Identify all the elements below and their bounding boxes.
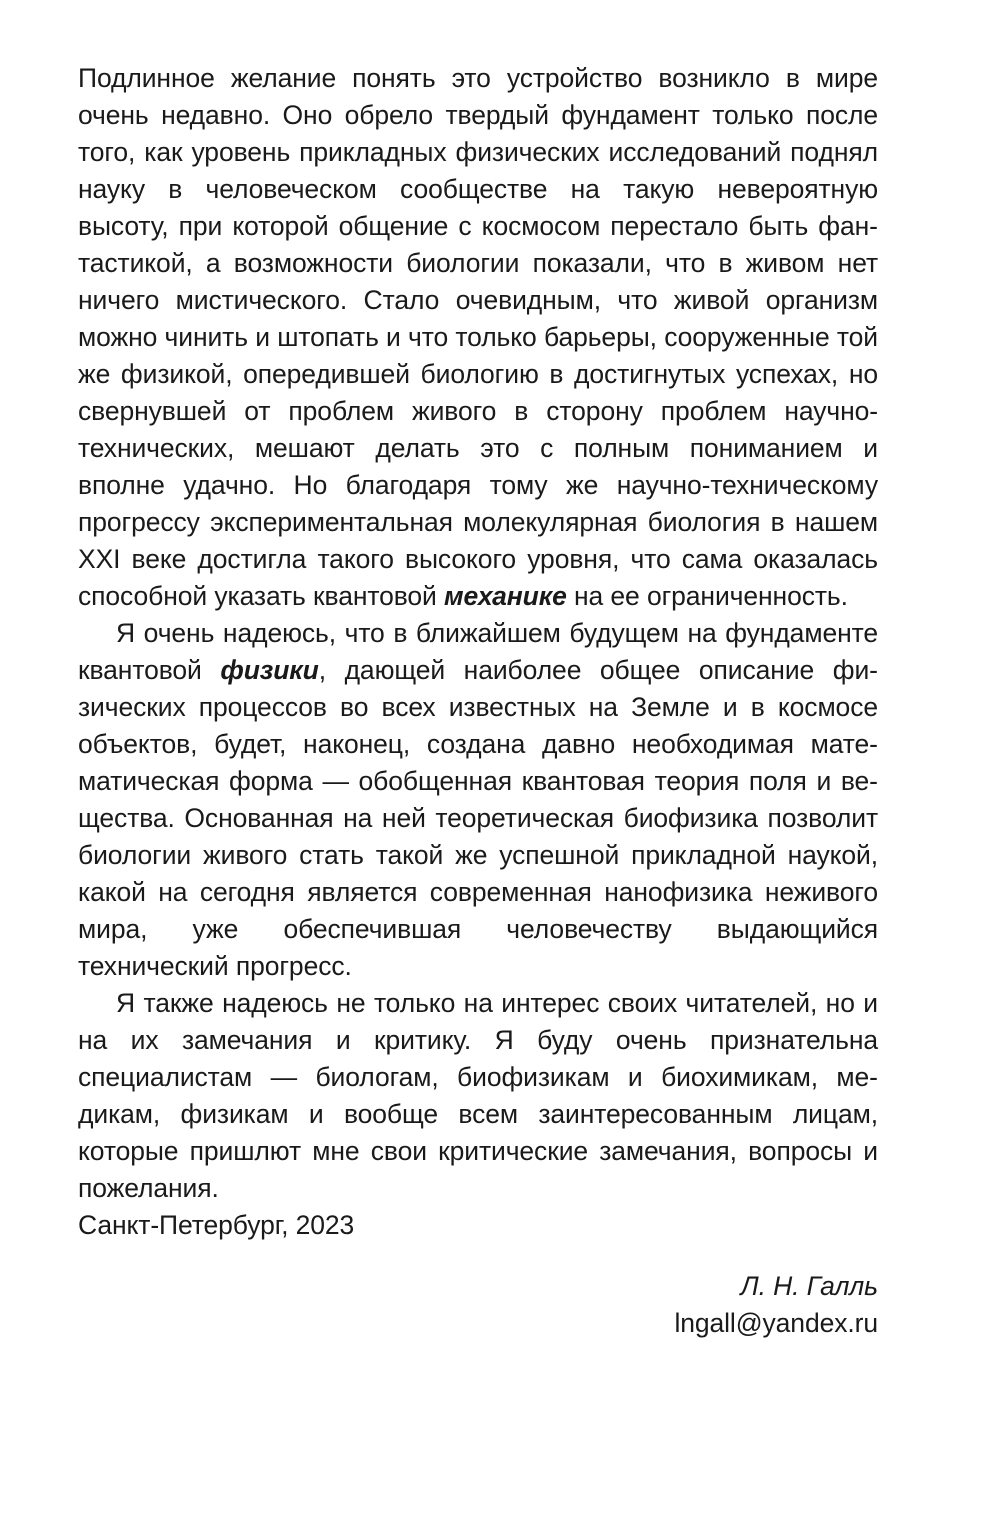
paragraph-2 xyxy=(78,615,878,985)
emphasis-mechanics: механике xyxy=(444,581,567,611)
paragraph-1-text-start: Подлинное желание понять это устройство возникло в мире очень недавно. Оно обрело твердый фундамент только после того, как уровень прикладных физических исследований поднял науку в человеческом сообществе на такую невероятную высоту, при которой общение с космосом перестало быть фантастикой, а возможности биологии показали, что в живом нет ничего мистического. Стало очевидным, что живой организм можно чинить и штопать и что только барьеры, сооруженные той же физикой, опередившей биологию в достигнутых успехах, но свернувшей от проблем живого в сторону проблем научно-технических, мешают делать это с полным пониманием и вполне удачно. Но благодаря тому же научно-техническому прогрессу экспериментальная молекулярная биология в нашем XXI веке достигла такого высокого уровня, что сама оказалась способной указать квантовой xyxy=(78,63,878,611)
place-and-date: Санкт-Петербург, 2023 xyxy=(78,1210,355,1240)
paragraph-1-text-end: на ее ограниченность. xyxy=(566,581,848,611)
author-name: Л. Н. Галль xyxy=(740,1271,878,1301)
paragraph-2-text-end: , дающей наиболее общее описание физических процессов во всех известных на Земле и в космосе объектов, будет, наконец, создана давно необходимая математическая форма — обобщенная квантовая теория поля и вещества. Основанная на ней теоретическая биофизика позволит биологии живого стать такой же успешной прикладной наукой, какой на сегодня является современная нанофизика неживого мира, уже обеспечившая человечеству выдающийся технический прогресс. xyxy=(78,655,878,981)
document-page xyxy=(78,60,878,1342)
emphasis-physics: физики xyxy=(220,655,319,685)
paragraph-3 xyxy=(78,985,878,1207)
author-email[interactable]: lngall@yandex.ru xyxy=(674,1308,878,1338)
author-signature xyxy=(78,1268,878,1342)
paragraph-3-text: Я также надеюсь не только на интерес своих читателей, но и на их замечания и критику. Я буду очень признательна специалистам — биологам, биофизикам и биохимикам, медикам, физикам и вообще всем заинтересованным лицам, которые пришлют мне свои критические замечания, вопросы и пожелания. xyxy=(78,988,878,1203)
paragraph-1 xyxy=(78,60,878,615)
paragraph-2-text-start: Я очень надеюсь, что в ближайшем будущем на фундаменте квантовой xyxy=(78,618,878,685)
